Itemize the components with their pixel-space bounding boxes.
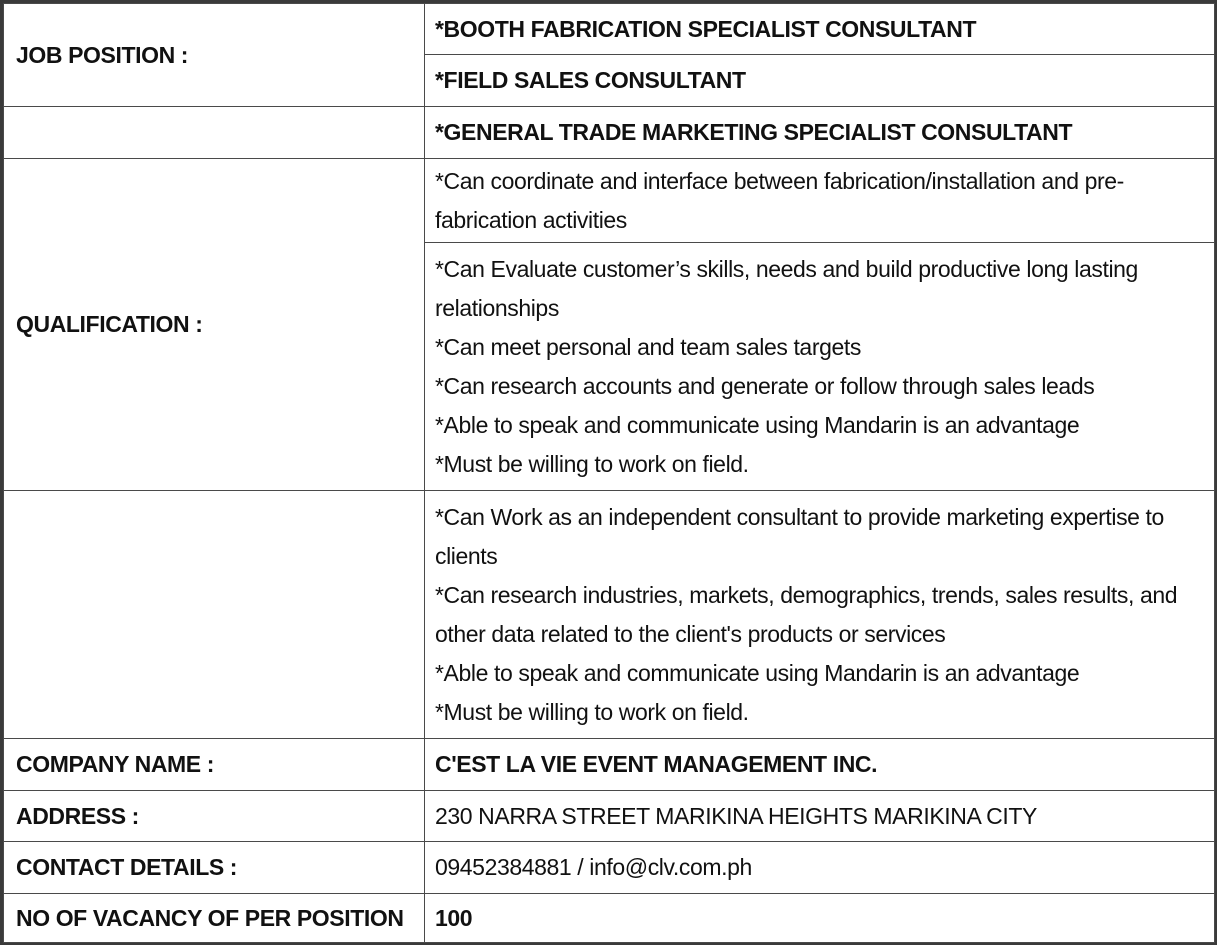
qualification-line: *Can research accounts and generate or follow through sales leads xyxy=(435,372,1095,399)
job-posting-table xyxy=(3,3,1215,943)
job-position-label: JOB POSITION : xyxy=(4,4,425,107)
qualification-group-3 xyxy=(425,491,1215,739)
contact-details-value: 09452384881 / info@clv.com.ph xyxy=(425,842,1215,894)
qualification-line: *Can meet personal and team sales targets xyxy=(435,333,861,360)
vacancy-row xyxy=(4,894,1215,943)
qualification-line: *Can Work as an independent consultant to provide marketing expertise to clients xyxy=(435,503,1164,569)
qualification-row-1 xyxy=(4,159,1215,243)
qualification-line: *Can Evaluate customer’s skills, needs and build productive long lasting relationships xyxy=(435,255,1138,321)
qualification-group-1 xyxy=(425,159,1215,243)
contact-details-label: CONTACT DETAILS : xyxy=(4,842,425,894)
qualification-group-2 xyxy=(425,243,1215,491)
job-position-label-blank xyxy=(4,107,425,159)
job-position-value-2: *FIELD SALES CONSULTANT xyxy=(425,55,1215,107)
address-row xyxy=(4,791,1215,842)
company-name-label: COMPANY NAME : xyxy=(4,739,425,791)
qualification-row-3 xyxy=(4,491,1215,739)
qualification-line: *Able to speak and communicate using Mandarin is an advantage xyxy=(435,411,1080,438)
job-position-row-1 xyxy=(4,4,1215,55)
qualification-line: *Must be willing to work on field. xyxy=(435,450,749,477)
qualification-line: *Can research industries, markets, demographics, trends, sales results, and other data related to the client's products or services xyxy=(435,581,1178,647)
address-label: ADDRESS : xyxy=(4,791,425,842)
qualification-line: *Able to speak and communicate using Mandarin is an advantage xyxy=(435,659,1080,686)
qualification-line: *Must be willing to work on field. xyxy=(435,698,749,725)
job-position-value-1: *BOOTH FABRICATION SPECIALIST CONSULTANT xyxy=(425,4,1215,55)
job-position-row-3 xyxy=(4,107,1215,159)
address-value: 230 NARRA STREET MARIKINA HEIGHTS MARIKINA CITY xyxy=(425,791,1215,842)
job-position-value-3: *GENERAL TRADE MARKETING SPECIALIST CONSULTANT xyxy=(425,107,1215,159)
company-name-row xyxy=(4,739,1215,791)
vacancy-label: NO OF VACANCY OF PER POSITION xyxy=(4,894,425,943)
contact-details-row xyxy=(4,842,1215,894)
company-name-value: C'EST LA VIE EVENT MANAGEMENT INC. xyxy=(425,739,1215,791)
qualification-label: QUALIFICATION : xyxy=(4,159,425,491)
qualification-line: *Can coordinate and interface between fabrication/installation and pre-fabrication activities xyxy=(435,167,1124,233)
qualification-label-blank xyxy=(4,491,425,739)
vacancy-value: 100 xyxy=(425,894,1215,943)
